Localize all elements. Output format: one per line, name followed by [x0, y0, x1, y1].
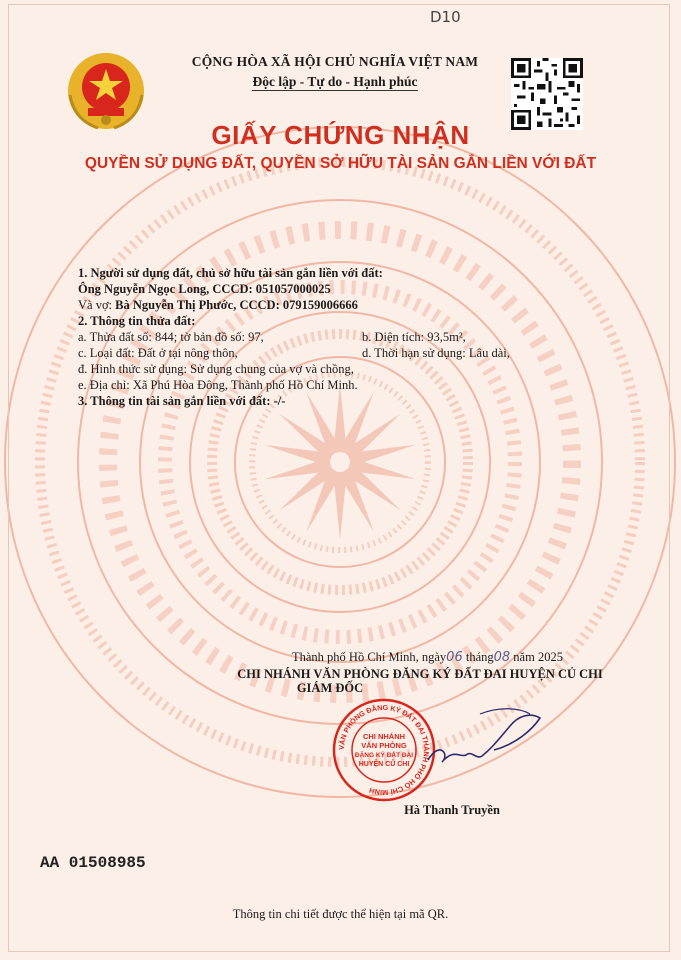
stamp-ring-text: VĂN PHÒNG ĐĂNG KÝ ĐẤT ĐAI THÀNH PHỐ HỒ CHÍ MINH [336, 702, 432, 798]
owner-line: Ông Nguyễn Ngọc Long, CCCD: 051057000025 [78, 282, 331, 296]
parcel-number: a. Thửa đất số: 844; tờ bản đồ số: 97, [78, 330, 264, 344]
certificate-subtitle: QUYỀN SỬ DỤNG ĐẤT, QUYỀN SỞ HỮU TÀI SẢN GẮN LIỀN VỚI ĐẤT [84, 155, 597, 172]
section-2-heading: 2. Thông tin thửa đất: [78, 314, 196, 328]
certificate-body [78, 265, 558, 409]
parcel-row-cd [78, 345, 558, 361]
issuing-office: CHI NHÁNH VĂN PHÒNG ĐĂNG KÝ ĐẤT ĐAI HUYỆN CỦ CHI [237, 667, 603, 681]
stamp-line-4: HUYỆN CỦ CHI [358, 761, 410, 768]
stamp-line-1: CHI NHÁNH [362, 732, 406, 741]
parcel-row-ab [78, 329, 558, 345]
stamp-line-3: ĐĂNG KÝ ĐẤT ĐAI [354, 752, 414, 759]
handwritten-signature [420, 700, 550, 780]
handwritten-day: 06 [446, 650, 463, 665]
spouse-line: Và vợ: Bà Nguyễn Thị Phước, CCCD: 079159006666 [78, 298, 358, 312]
serial-number: AA 01508985 [40, 854, 146, 872]
svg-text:VĂN PHÒNG ĐĂNG KÝ ĐẤT ĐAI THÀN [337, 703, 431, 797]
parcel-address: e. Địa chỉ: Xã Phú Hòa Đông, Thành phố Hồ Chí Minh. [78, 378, 358, 392]
qr-footer-note: Thông tin chi tiết được thể hiện tại mã QR. [232, 907, 449, 921]
parcel-area: b. Diện tích: 93,5m², [362, 330, 466, 344]
land-type: c. Loại đất: Đất ở tại nông thôn, [78, 346, 238, 360]
signer-name: Hà Thanh Truyền [404, 803, 500, 817]
usage-term: d. Thời hạn sử dụng: Lâu dài, [362, 346, 510, 360]
handwritten-month: 08 [493, 650, 511, 665]
signing-date: Thành phố Hồ Chí Minh, ngày06 tháng08 năm 2025 [292, 650, 563, 665]
section-3-heading: 3. Thông tin tài sản gắn liền với đất: -/- [78, 394, 286, 408]
signer-title: GIÁM ĐỐC [296, 681, 364, 695]
usage-form: đ. Hình thức sử dụng: Sử dụng chung của vợ và chồng, [78, 362, 354, 376]
section-1-heading: 1. Người sử dụng đất, chủ sở hữu tài sản gắn liền với đất: [78, 266, 383, 280]
handwritten-note: D10 [430, 8, 461, 26]
nation-name: CỘNG HÒA XÃ HỘI CHỦ NGHĨA VIỆT NAM [191, 54, 479, 69]
national-motto: Độc lập - Tự do - Hạnh phúc [252, 74, 418, 89]
certificate-title: GIẤY CHỨNG NHẬN [211, 120, 470, 150]
stamp-line-2: VĂN PHÒNG [361, 741, 407, 750]
